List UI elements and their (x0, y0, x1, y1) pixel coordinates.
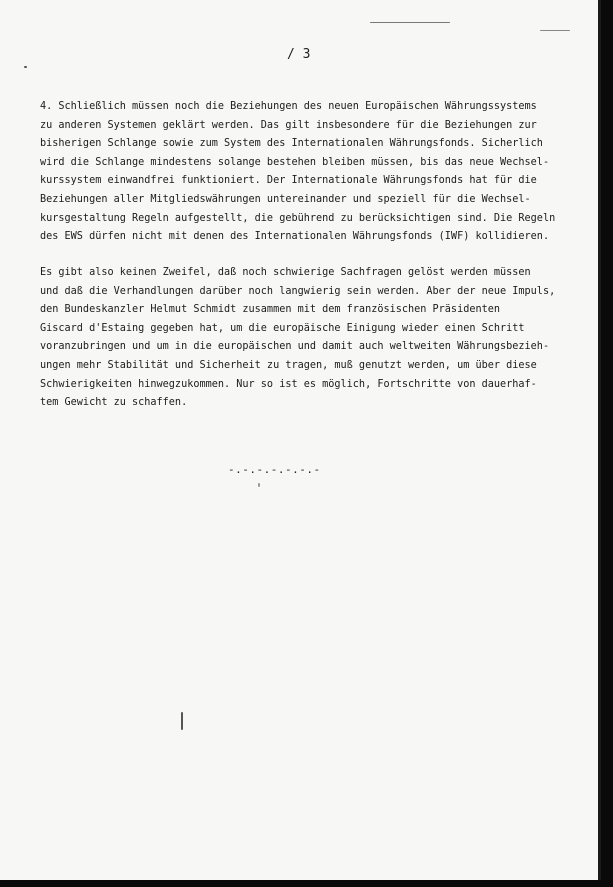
scan-speck (181, 712, 183, 730)
text-line: den Bundeskanzler Helmut Schmidt zusammen mit dem französischen Präsidenten (40, 304, 501, 316)
text-line: Es gibt also keinen Zweifel, daß noch schwierige Sachfragen gelöst werden müssen (40, 267, 531, 278)
paragraph-conclusion (40, 264, 555, 413)
text-line: und daß die Verhandlungen darüber noch langwierig sein werden. Aber der neue Impuls, (40, 285, 556, 297)
text-line: Beziehungen aller Mitgliedswährungen untereinander und speziell für die Wechsel- (40, 193, 531, 205)
scan-speck (540, 30, 570, 31)
text-line: voranzubringen und um in die europäischen und damit auch weltweiten Währungsbezieh- (40, 341, 550, 353)
text-line: 4. Schließlich müssen noch die Beziehungen des neuen Europäischen Währungssystems (40, 101, 537, 112)
text-line: Giscard d'Estaing gegeben hat, um die europäische Einigung wieder einen Schritt (40, 322, 525, 334)
text-line: ungen mehr Stabilität und Sicherheit zu tragen, muß genutzt werden, um über diese (40, 359, 537, 371)
page-number: / 3 (287, 47, 311, 62)
scan-speck (24, 66, 27, 68)
text-line: des EWS dürfen nicht mit denen des Internationalen Währungsfonds (IWF) kollidieren. (40, 231, 550, 243)
scan-speck (258, 483, 260, 487)
text-line: Schwierigkeiten hinwegzukommen. Nur so ist es möglich, Fortschritte von dauerhaf- (40, 378, 537, 390)
text-line: kursgestaltung Regeln aufgestellt, die gebührend zu berücksichtigen sind. Die Regeln (40, 212, 556, 224)
scan-border-right (601, 0, 613, 887)
text-line: tem Gewicht zu schaffen. (40, 397, 188, 409)
end-separator: -.-.-.-.-.-.- (228, 463, 321, 476)
text-line: wird die Schlange mindestens solange bestehen bleiben müssen, bis das neue Wechsel- (40, 156, 550, 168)
text-line: bisherigen Schlange sowie zum System des Internationalen Währungsfonds. Sicherlich (40, 138, 543, 150)
text-line: zu anderen Systemen geklärt werden. Das gilt insbesondere für die Beziehungen zur (40, 119, 537, 131)
paragraph-exchange-systems (40, 98, 555, 247)
scan-speck (370, 22, 450, 23)
text-line: kurssystem einwandfrei funktioniert. Der Internationale Währungsfonds hat für die (40, 175, 537, 187)
scan-border-bottom (0, 880, 613, 887)
